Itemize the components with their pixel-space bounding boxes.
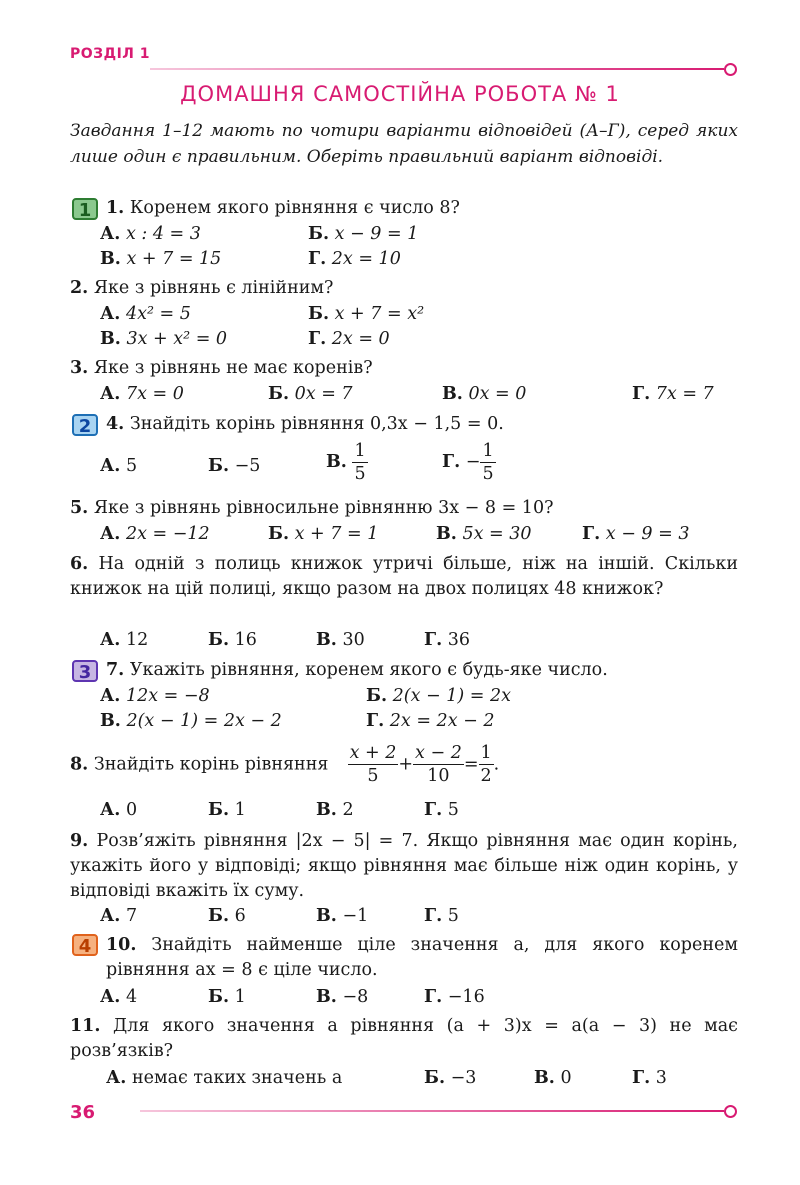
q8-option-c[interactable]: В. 2 [316,800,354,820]
q1-option-a[interactable]: А. x : 4 = 3 [100,224,201,244]
fraction-minus-one-fifth: $\frac{1}{5}$ [482,441,494,484]
q3-option-a[interactable]: А. 7x = 0 [100,384,184,404]
footer-rule-end [724,1105,737,1118]
q2-option-d[interactable]: Г. 2x = 0 [308,329,390,349]
question-3: 3. Яке з рівнянь не має коренів? [70,358,373,378]
question-6: 6. На одній з полиць книжок утричі більше, ніж на іншій. Скільки книжок на цій полиці, якщо разом на двох полицях 48 книжок? [70,554,738,599]
page-title: ДОМАШНЯ САМОСТІЙНА РОБОТА № 1 [180,82,620,106]
q7-option-a[interactable]: А. 12x = −8 [100,686,210,706]
q6-option-c[interactable]: В. 30 [316,630,365,650]
q4-option-d[interactable]: Г. − $\frac{1}{5}$ [442,441,494,484]
q10-option-d[interactable]: Г. −16 [424,987,485,1007]
q3-option-c[interactable]: В. 0x = 0 [442,384,527,404]
q8-option-a[interactable]: А. 0 [100,800,138,820]
q11-option-d[interactable]: Г. 3 [632,1068,667,1088]
q9-option-d[interactable]: Г. 5 [424,906,459,926]
question-4: 4. Знайдіть корінь рівняння 0,3x − 1,5 = 0. [106,414,504,434]
q7-option-d[interactable]: Г. 2x = 2x − 2 [366,711,495,731]
level-badge-2: 2 [72,414,98,436]
q11-option-c[interactable]: В. 0 [534,1068,572,1088]
q11-option-b[interactable]: Б. −3 [424,1068,477,1088]
q2-option-a[interactable]: А. 4x² = 5 [100,304,191,324]
q5-option-a[interactable]: А. 2x = −12 [100,524,210,544]
q5-option-d[interactable]: Г. x − 9 = 3 [582,524,690,544]
q11-option-a[interactable]: А. немає таких значень a [106,1068,343,1088]
q1-option-c[interactable]: В. x + 7 = 15 [100,249,222,269]
section-label: РОЗДІЛ 1 [70,46,151,62]
q9-option-a[interactable]: А. 7 [100,906,138,926]
q7-option-b[interactable]: Б. 2(x − 1) = 2x [366,686,511,706]
q5-option-c[interactable]: В. 5x = 30 [436,524,532,544]
question-2: 2. Яке з рівнянь є лінійним? [70,278,334,298]
instructions: Завдання 1–12 мають по чотири варіанти відповідей (А–Г), серед яких лише один є правильним. Оберіть правильний варіант відповіді. [70,121,738,167]
fraction-1: $\frac{x + 2}{5}$ [349,743,397,786]
level-badge-4: 4 [72,934,98,956]
q10-option-a[interactable]: А. 4 [100,987,138,1007]
q10-option-c[interactable]: В. −8 [316,987,369,1007]
fraction-2: $\frac{x - 2}{10}$ [415,743,462,786]
page-number: 36 [70,1102,96,1123]
question-9: 9. Розв’яжіть рівняння |2x − 5| = 7. Якщо рівняння має один корінь, укажіть його у відповіді; якщо рівняння має більше ніж один корінь, у відповіді вкажіть їх суму. [70,831,738,901]
q6-option-d[interactable]: Г. 36 [424,630,471,650]
q9-option-c[interactable]: В. −1 [316,906,369,926]
q3-option-b[interactable]: Б. 0x = 7 [268,384,353,404]
question-1: 1. Коренем якого рівняння є число 8? [106,198,460,218]
level-badge-3: 3 [72,660,98,682]
question-10: 10. Знайдіть найменше ціле значення a, для якого коренем рівняння ax = 8 є ціле число. [106,935,738,980]
question-text: Коренем якого рівняння є число 8? [129,198,460,218]
q8-option-b[interactable]: Б. 1 [208,800,246,820]
question-8: 8. Знайдіть корінь рівняння $\frac{x + 2}{5}$ + $\frac{x - 2}{10}$ = $\frac{1}{2}$ . [70,743,500,786]
q1-option-b[interactable]: Б. x − 9 = 1 [308,224,419,244]
level-badge-1: 1 [72,198,98,220]
q6-option-b[interactable]: Б. 16 [208,630,257,650]
q5-option-b[interactable]: Б. x + 7 = 1 [268,524,379,544]
header-rule-end [724,63,737,76]
q2-option-b[interactable]: Б. x + 7 = x² [308,304,425,324]
q7-option-c[interactable]: В. 2(x − 1) = 2x − 2 [100,711,282,731]
q9-option-b[interactable]: Б. 6 [208,906,246,926]
q4-option-b[interactable]: Б. −5 [208,456,261,476]
header-rule [150,68,724,70]
question-7: 7. Укажіть рівняння, коренем якого є будь-яке число. [106,660,608,680]
question-11: 11. Для якого значення a рівняння (a + 3)x = a(a − 3) не має розв’язків? [70,1016,738,1061]
fraction-one-fifth: $\frac{1}{5}$ [354,441,366,484]
q4-option-a[interactable]: А. 5 [100,456,138,476]
q6-option-a[interactable]: А. 12 [100,630,149,650]
fraction-3: $\frac{1}{2}$ [480,743,492,786]
q2-option-c[interactable]: В. 3x + x² = 0 [100,329,228,349]
q10-option-b[interactable]: Б. 1 [208,987,246,1007]
q1-option-d[interactable]: Г. 2x = 10 [308,249,401,269]
footer-rule [140,1110,724,1112]
q4-option-c[interactable]: В. $\frac{1}{5}$ [326,441,366,484]
question-5: 5. Яке з рівнянь рівносильне рівнянню 3x − 8 = 10? [70,498,554,518]
q8-option-d[interactable]: Г. 5 [424,800,459,820]
q3-option-d[interactable]: Г. 7x = 7 [632,384,714,404]
